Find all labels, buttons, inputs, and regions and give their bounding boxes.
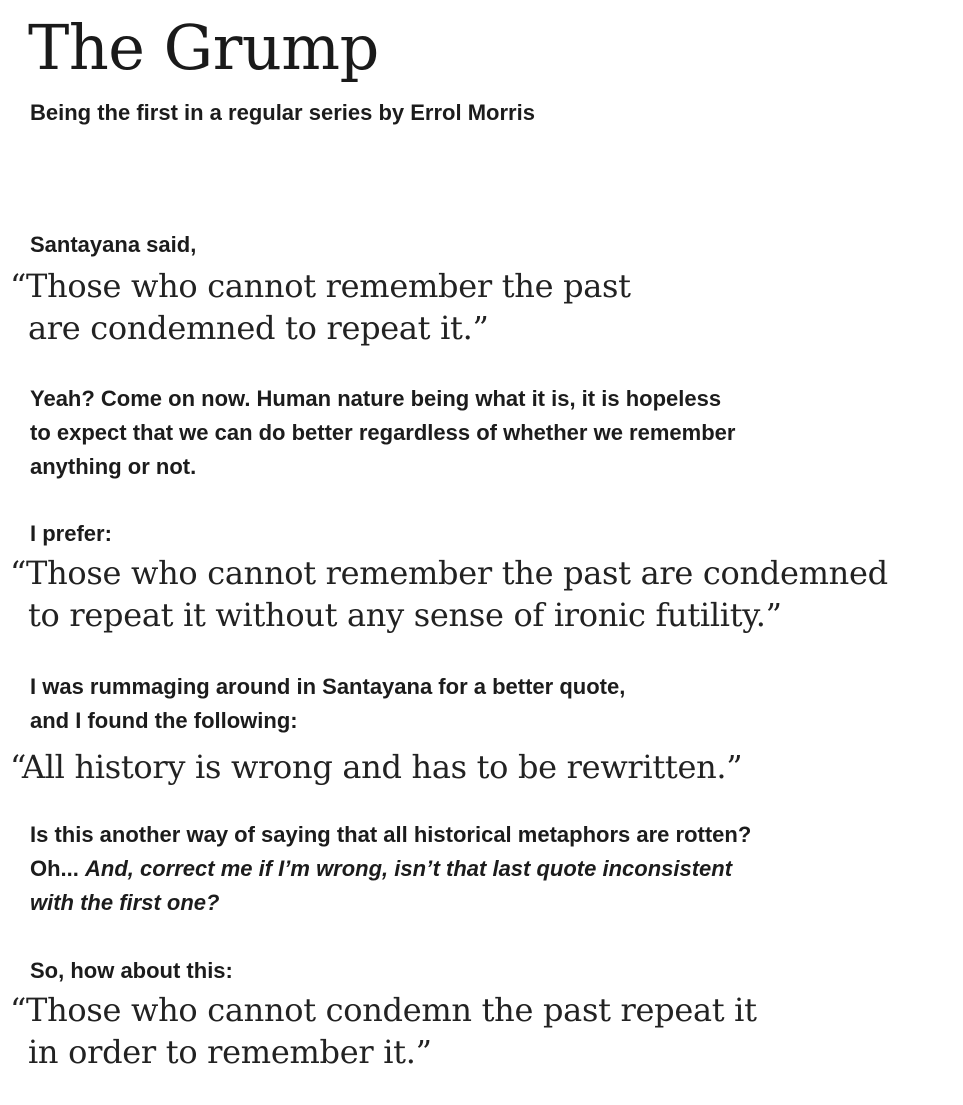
paragraph-3-line-2 [30, 852, 751, 886]
quote-3-line-1: “All history is wrong and has to be rewritten.” [10, 748, 743, 786]
quote-4-line-1: “Those who cannot condemn the past repeat it [10, 991, 757, 1029]
intro-how-about: So, how about this: [30, 958, 233, 983]
intro-prefer: I prefer: [30, 521, 112, 546]
article-title: The Grump [28, 11, 379, 84]
paragraph-3-oh: Oh... [30, 856, 79, 881]
paragraph-1-line-2: to expect that we can do better regardless of whether we remember [30, 420, 736, 445]
paragraph-1 [30, 382, 735, 484]
paragraph-2-line-2: and I found the following: [30, 708, 298, 733]
quote-4 [10, 989, 757, 1073]
paragraph-3-line-3: with the first one? [30, 890, 220, 915]
quote-2-line-2: to repeat it without any sense of ironic futility.” [28, 596, 782, 634]
paragraph-1-line-3: anything or not. [30, 454, 197, 479]
quote-1-line-1: “Those who cannot remember the past [10, 267, 631, 305]
article-subtitle: Being the first in a regular series by Errol Morris [30, 100, 535, 125]
paragraph-3-line-1: Is this another way of saying that all historical metaphors are rotten? [30, 822, 752, 847]
quote-1-line-2: are condemned to repeat it.” [28, 309, 489, 347]
paragraph-2 [30, 670, 625, 738]
quote-2 [10, 552, 888, 636]
quote-4-line-2: in order to remember it.” [28, 1033, 432, 1071]
quote-2-line-1: “Those who cannot remember the past are condemned [10, 554, 888, 592]
paragraph-3-italic: And, correct me if I’m wrong, isn’t that last quote inconsistent [85, 856, 733, 881]
paragraph-2-line-1: I was rummaging around in Santayana for a better quote, [30, 674, 626, 699]
intro-santayana: Santayana said, [30, 232, 197, 257]
quote-3 [10, 746, 742, 788]
paragraph-3 [30, 818, 751, 920]
quote-1 [10, 265, 631, 349]
paragraph-1-line-1: Yeah? Come on now. Human nature being what it is, it is hopeless [30, 386, 722, 411]
